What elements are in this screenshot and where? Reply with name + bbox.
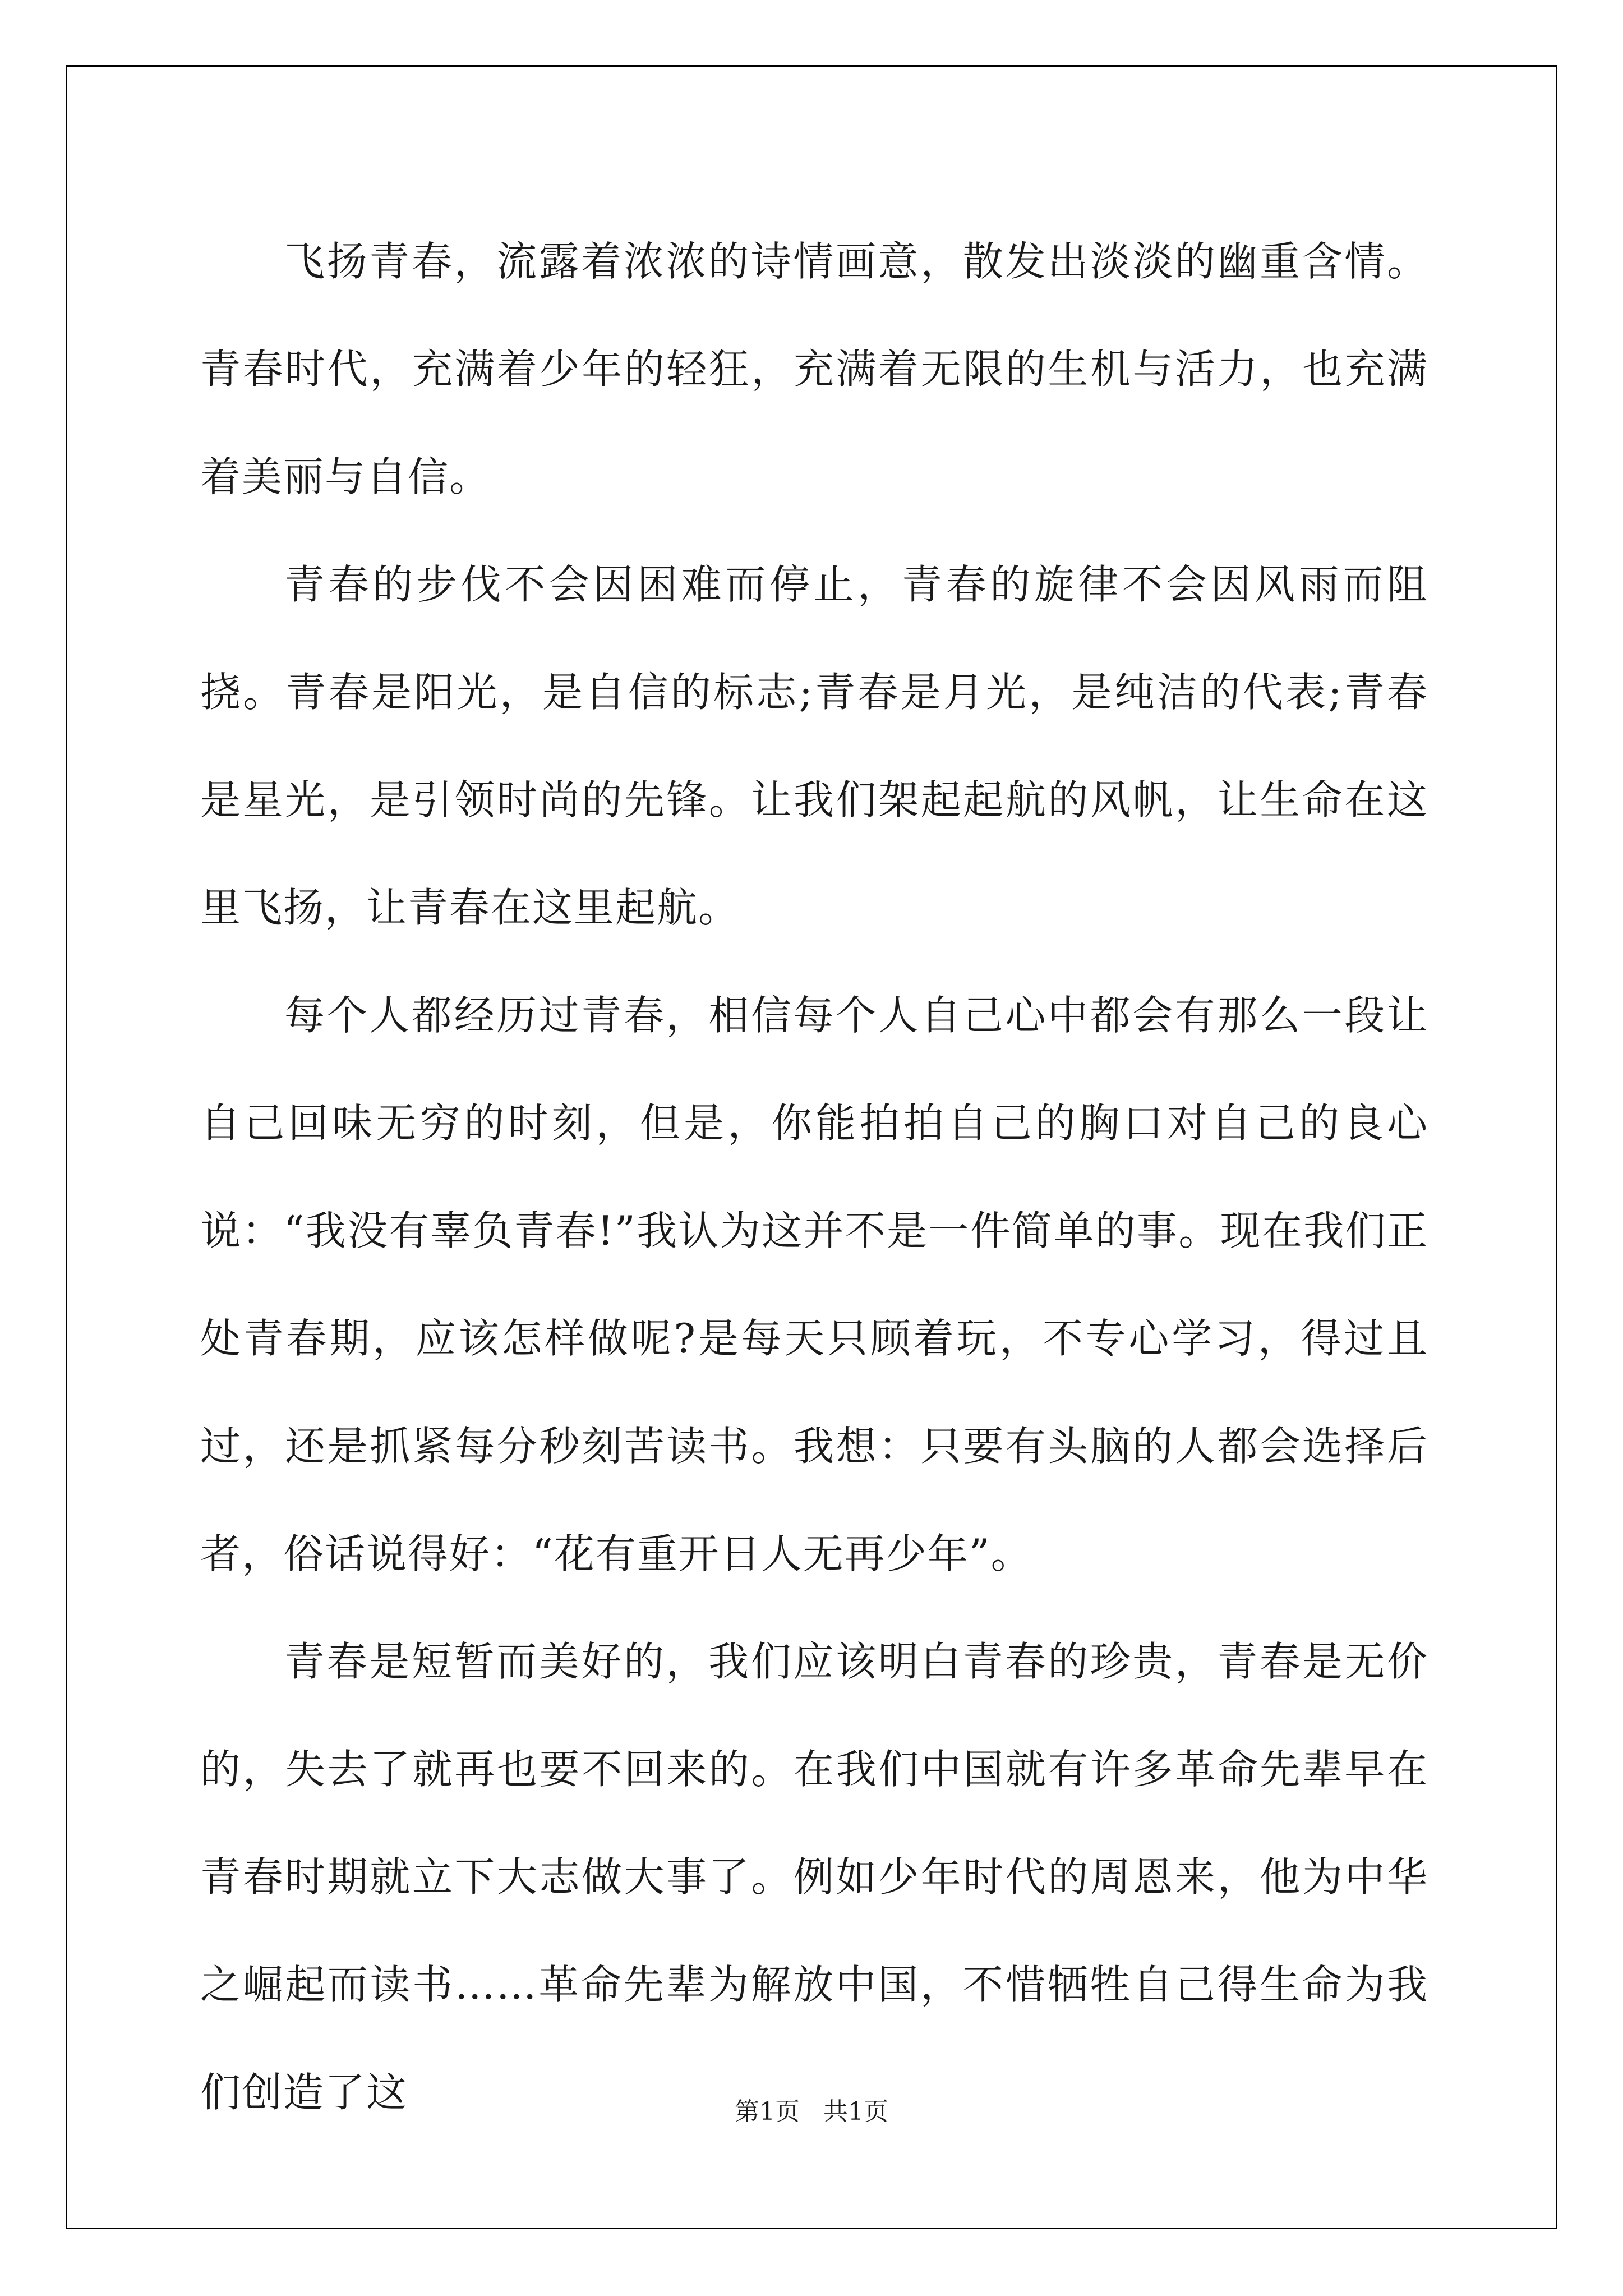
paragraph-2: 青春的步伐不会因困难而停止，青春的旋律不会因风雨而阻挠。青春是阳光，是自信的标志;青春是月光，是纯洁的代表;青春是星光，是引领时尚的先锋。让我们架起起航的风帆，让生命在这里飞扬，让青春在这里起航。 [200, 561, 1428, 931]
paragraph-1: 飞扬青春，流露着浓浓的诗情画意，散发出淡淡的幽重含情。青春时代，充满着少年的轻狂，充满着无限的生机与活力，也充满着美丽与自信。 [200, 238, 1428, 500]
document-body [200, 208, 1428, 2146]
paragraph-4: 青春是短暂而美好的，我们应该明白青春的珍贵，青春是无价的，失去了就再也要不回来的。在我们中国就有许多革命先辈早在青春时期就立下大志做大事了。例如少年时代的周恩来，他为中华之崛起而读书……革命先辈为解放中国，不惜牺牲自己得生命为我们创造了这 [200, 1638, 1428, 2116]
page-footer: 第1页 共1页 [735, 2097, 888, 2126]
paragraph-3: 每个人都经历过青春，相信每个人自己心中都会有那么一段让自己回味无穷的时刻，但是，你能拍拍自己的胸口对自己的良心说：“我没有辜负青春!”我认为这并不是一件简单的事。现在我们正处青春期，应该怎样做呢?是每天只顾着玩，不专心学习，得过且过，还是抓紧每分秒刻苦读书。我想：只要有头脑的人都会选择后者，俗话说得好：“花有重开日人无再少年”。 [200, 992, 1428, 1577]
